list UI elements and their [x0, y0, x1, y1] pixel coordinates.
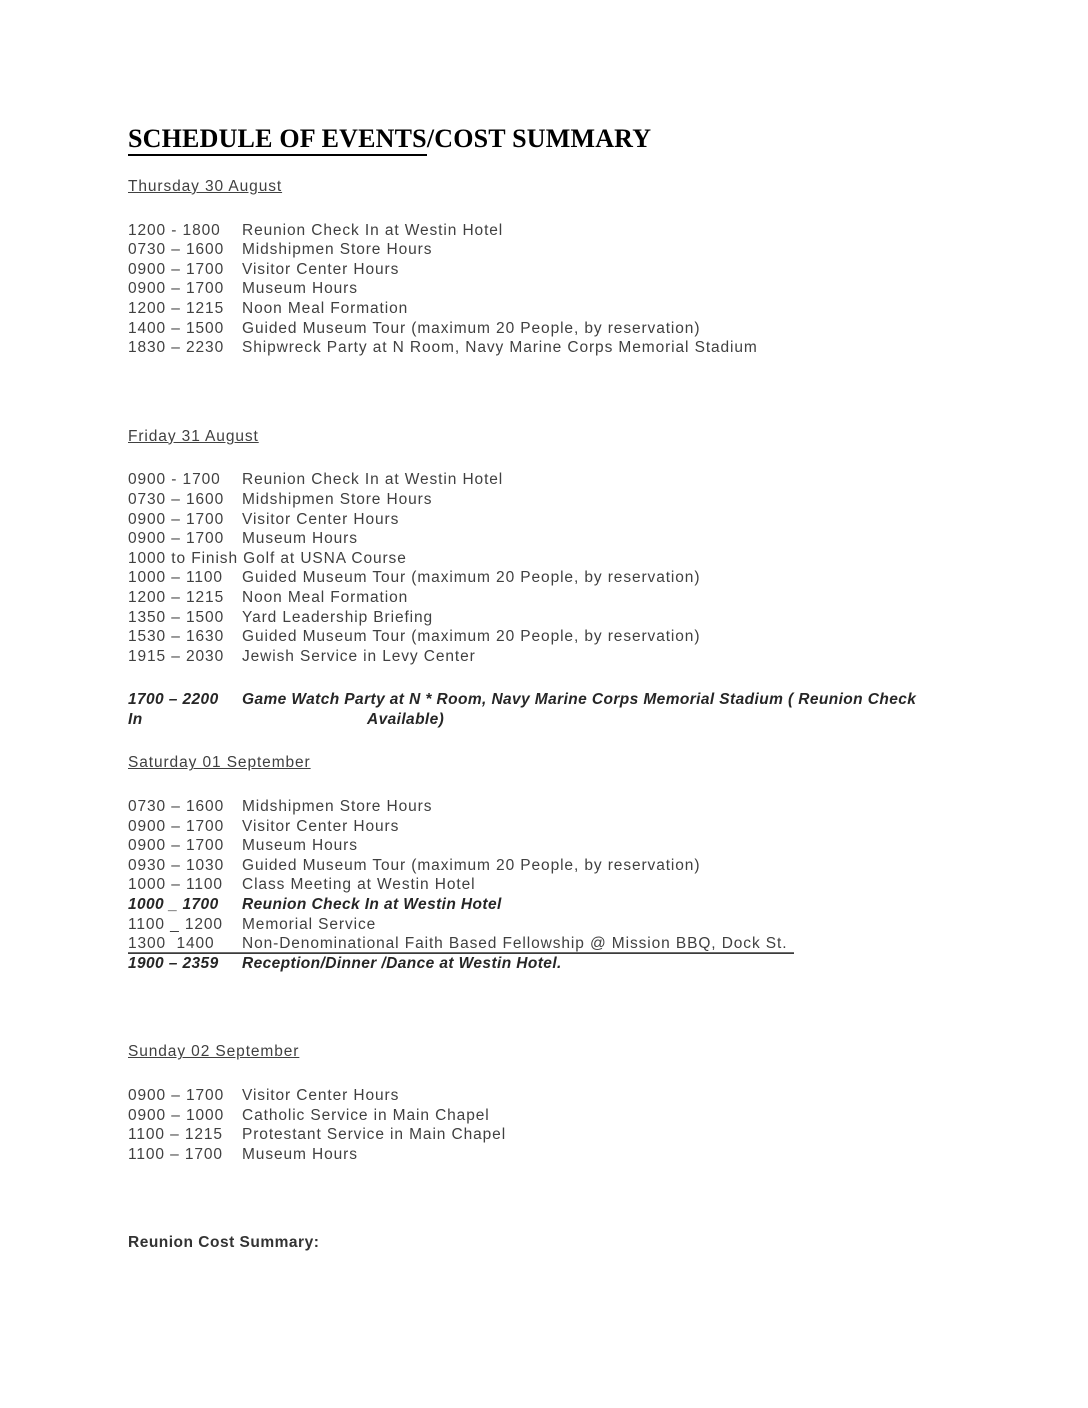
- event-time: 0930 – 1030: [128, 856, 225, 874]
- event-description: Catholic Service in Main Chapel: [242, 1106, 490, 1124]
- continuation-text: Available): [367, 710, 445, 728]
- schedule-row: [128, 240, 1088, 260]
- event-description: Guided Museum Tour (maximum 20 People, by reservation): [242, 569, 701, 587]
- section-rows: [128, 1086, 1088, 1164]
- event-time: 1000 _ 1700: [128, 896, 219, 914]
- document-page: [128, 126, 1088, 1253]
- event-description: Museum Hours: [242, 530, 358, 548]
- section-heading: Sunday 02 September: [128, 1043, 300, 1061]
- schedule-row: [128, 1145, 1088, 1165]
- event-time: 0900 – 1700: [128, 260, 225, 278]
- schedule-row: [128, 1106, 1088, 1126]
- section-rows: [128, 221, 1088, 358]
- schedule-row: [128, 817, 1088, 837]
- schedule-row: [128, 470, 1088, 490]
- event-time: 1350 – 1500: [128, 608, 225, 626]
- schedule-row: [128, 490, 1088, 510]
- event-description: Noon Meal Formation: [242, 588, 409, 606]
- schedule-row: [128, 260, 1088, 280]
- section-heading: Friday 31 August: [128, 427, 259, 445]
- schedule-row: [128, 338, 1088, 358]
- continuation-left: In: [128, 710, 143, 728]
- schedule-row: [128, 529, 1088, 549]
- event-time: 1100 – 1215: [128, 1126, 223, 1144]
- event-time: 0900 – 1700: [128, 817, 225, 835]
- event-description: Visitor Center Hours: [242, 817, 400, 835]
- event-description: Guided Museum Tour (maximum 20 People, by reservation): [242, 628, 701, 646]
- schedule-row: [128, 797, 1088, 817]
- event-description: Reunion Check In at Westin Hotel: [242, 221, 504, 239]
- game-watch-note: [128, 690, 1088, 729]
- schedule-row: [128, 608, 1088, 628]
- event-time: 0730 – 1600: [128, 241, 225, 259]
- schedule-row: [128, 934, 794, 954]
- schedule-row: [128, 568, 1088, 588]
- event-description: Yard Leadership Briefing: [242, 608, 434, 626]
- section-rows: [128, 797, 1088, 973]
- event-time: 0730 – 1600: [128, 798, 225, 816]
- section-heading: Saturday 01 September: [128, 754, 311, 772]
- event-time: 1900 – 2359: [128, 954, 219, 972]
- game-watch-continuation: [128, 710, 1088, 730]
- event-time: 1100 – 1700: [128, 1145, 223, 1163]
- schedule-section: [128, 177, 1088, 358]
- event-description: Protestant Service in Main Chapel: [242, 1126, 507, 1144]
- event-time: 0900 – 1700: [128, 1087, 225, 1104]
- event-description: Visitor Center Hours: [242, 260, 400, 278]
- event-time: 0900 – 1700: [128, 530, 225, 548]
- event-description: Museum Hours: [242, 1145, 358, 1163]
- schedule-row: [128, 1086, 1088, 1106]
- event-time: 1000 – 1100: [128, 876, 223, 894]
- event-time: 1300 1400: [128, 935, 215, 953]
- event-time: 0900 – 1700: [128, 510, 225, 528]
- event-description: Visitor Center Hours: [242, 1087, 400, 1104]
- event-description: Reunion Check In at Westin Hotel: [242, 896, 502, 914]
- event-description: Jewish Service in Levy Center: [242, 647, 476, 665]
- schedule-row: [128, 319, 1088, 339]
- event-time: 1200 - 1800: [128, 221, 221, 239]
- schedule-section: [128, 427, 1088, 730]
- schedule-row: [128, 588, 1088, 608]
- schedule-row: [128, 915, 1088, 935]
- event-time: 1400 – 1500: [128, 319, 225, 337]
- schedule-row: [128, 627, 1088, 647]
- event-time: 0900 – 1000: [128, 1106, 225, 1124]
- event-description: Visitor Center Hours: [242, 510, 400, 528]
- event-time: 0730 – 1600: [128, 490, 225, 508]
- page-title: [128, 126, 1088, 152]
- event-time: 1200 – 1215: [128, 299, 225, 317]
- event-time: 1200 – 1215: [128, 588, 225, 606]
- schedule-row: [128, 549, 1088, 569]
- page-title-underlined: SCHEDULE OF EVENTS: [128, 124, 427, 156]
- schedule-row: [128, 690, 1088, 710]
- event-description: Midshipmen Store Hours: [242, 241, 433, 259]
- event-time: 1000 – 1100: [128, 569, 223, 587]
- schedule-row: [128, 1125, 1088, 1145]
- event-description: Class Meeting at Westin Hotel: [242, 876, 476, 894]
- event-description: Guided Museum Tour (maximum 20 People, by reservation): [242, 856, 701, 874]
- event-time: 0900 - 1700: [128, 471, 221, 489]
- schedule-sections: [128, 177, 1088, 1164]
- schedule-row: [128, 836, 1088, 856]
- cost-summary-heading: Reunion Cost Summary:: [128, 1234, 320, 1252]
- event-description: Guided Museum Tour (maximum 20 People, by reservation): [242, 319, 701, 337]
- section-rows: [128, 470, 1088, 666]
- event-description: Museum Hours: [242, 280, 358, 298]
- event-description: Reunion Check In at Westin Hotel: [242, 471, 504, 489]
- event-description: Midshipmen Store Hours: [242, 798, 433, 816]
- event-description: Shipwreck Party at N Room, Navy Marine Corps Memorial Stadium: [242, 339, 758, 357]
- schedule-section: [128, 1042, 1088, 1164]
- event-description: Game Watch Party at N * Room, Navy Marine Corps Memorial Stadium ( Reunion Check: [242, 691, 917, 709]
- schedule-row: [128, 299, 1088, 319]
- schedule-row: [128, 954, 1088, 974]
- schedule-row: [128, 279, 1088, 299]
- schedule-row: [128, 875, 1088, 895]
- event-description: Reception/Dinner /Dance at Westin Hotel.: [242, 954, 562, 972]
- event-description: Museum Hours: [242, 837, 358, 855]
- event-time: 1530 – 1630: [128, 628, 225, 646]
- schedule-row: [128, 510, 1088, 530]
- event-time: 0900 – 1700: [128, 837, 225, 855]
- event-description: Noon Meal Formation: [242, 299, 409, 317]
- event-time: 1100 _ 1200: [128, 915, 223, 933]
- event-time: 1915 – 2030: [128, 647, 225, 665]
- event-time: 0900 – 1700: [128, 280, 225, 298]
- schedule-row: [128, 221, 1088, 241]
- schedule-row: [128, 856, 1088, 876]
- page-title-rest: /COST SUMMARY: [426, 124, 652, 153]
- event-time: 1830 – 2230: [128, 339, 225, 357]
- section-heading: Thursday 30 August: [128, 178, 283, 195]
- event-description: Non-Denominational Faith Based Fellowship @ Mission BBQ, Dock St.: [242, 935, 788, 953]
- schedule-row: [128, 647, 1088, 667]
- event-description: Memorial Service: [242, 915, 377, 933]
- schedule-section: [128, 753, 1088, 973]
- event-description: 1000 to Finish Golf at USNA Course: [128, 549, 407, 567]
- schedule-row: [128, 895, 1088, 915]
- event-time: 1700 – 2200: [128, 691, 219, 709]
- event-description: Midshipmen Store Hours: [242, 490, 433, 508]
